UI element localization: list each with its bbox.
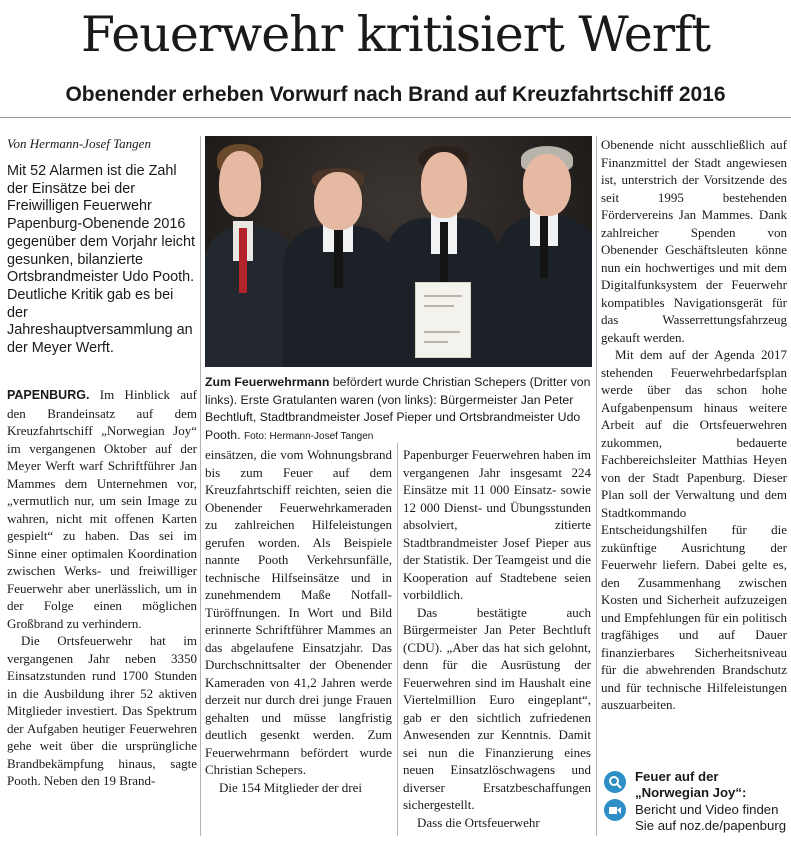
video-icon — [604, 799, 626, 821]
column-1 — [7, 386, 197, 836]
column-3 — [403, 446, 591, 836]
column-3-paragraph-1: Papenburger Feuerwehren haben im vergangenen Jahr insgesamt 224 Einsätze mit 11 000 Einsatz- sowie 12 000 Dienst- und Übungsstunden absolviert, zitierte Stadtbrandmeister Josef Pieper aus der Statistik. Der Teamgeist und die Kooperation auf Stadtebene seien vorbildlich. — [403, 447, 591, 602]
promo-title: Feuer auf der „Norwegian Joy“: — [635, 769, 747, 801]
certificate — [415, 282, 471, 358]
column-1-paragraph-1: Im Hinblick auf den Brandeinsatz auf dem Kreuzfahrtschiff „Norwegian Joy“ im vergangenen Oktober auf der Meyer Werft warf Schriftführer Jan Mammes dem Unternehmen vor, „vermutlich nur, um sein Image zu wahren, nicht mit offenen Karten gespielt“ zu haben. Das sei im Sinne einer optimalen Koordination zwischen Werks- und freiwilliger Feuerwehr aber unerlässlich, um in der Folge einen möglichen Großbrand zu verhindern. — [7, 387, 197, 631]
column-2-paragraph-2: Die 154 Mitglieder der drei — [219, 779, 362, 795]
lead-paragraph: Mit 52 Alarmen ist die Zahl der Einsätze bei der Freiwilligen Feuerwehr Papenburg-Obenende 2016 gegenüber dem Vorjahr leicht gesunken, bilanzierte Ortsbrandmeister Udo Pooth. Deutliche Kritik gab es bei der Jahreshauptversammlung an der Meyer Werft. — [7, 163, 195, 357]
promo-body: Bericht und Video finden Sie auf noz.de/papenburg — [635, 801, 787, 834]
column-3-paragraph-2: Das bestätigte auch Bürgermeister Jan Peter Bechtluft (CDU). „Aber das hat sich gelohnt, denn für die Ausrüstung der Feuerwehren sind im Haushalt eine Viertelmillion Euro eingeplant“, gab er den sichtlich zufriedenen Anwesenden zur Kenntnis. Damit sei nun die Finanzierung eines neuen Einsatzlöschwagens und diverser Ersatzbeschaffungen sichergestellt. — [403, 604, 591, 812]
article-photo — [205, 136, 592, 367]
column-4-paragraph-2: Mit dem auf der Agenda 2017 stehenden Feuerwehrbedarfsplan werde über das schon hohe Aufgabenpensum hinaus weitere Arbeit auf die Ortsfeuerwehren zukommen, bedauerte Fachbereichsleiter Matthias Heyen von der Stadt Papenburg. Dieser Plan soll der Verwaltung und dem Stadtkommando Entscheidungshilfen für die zukünftige Ausrichtung der Feuerwehr liefern. Dabei gelte es, den Zusammenhang zwischen Kosten und Sicherheit aufzuzeigen und Empfehlungen für ein politisch tragfähiges und auf Dauer finanzierbares Sicherheitsniveau für die abwehrenden Brandschutz und für technische Hilfeleistungen auszuarbeiten. — [601, 347, 787, 712]
subheadline: Obenender erheben Vorwurf nach Brand auf Kreuzfahrtschiff 2016 — [65, 83, 726, 106]
header-divider — [0, 117, 791, 118]
column-3-paragraph-3: Dass die Ortsfeuerwehr — [417, 814, 540, 830]
online-promo[interactable] — [602, 769, 787, 834]
caption-text: befördert wurde Christian Schepers (Dritter von links). Erste Gratulanten waren (von links): Bürgermeister Jan Peter Bechtluft, Stadtbrandmeister Josef Pieper und Ortsbrandmeister Udo Pooth. — [205, 375, 591, 442]
column-2-paragraph-1: einsätzen, die vom Wohnungsbrand bis zum Feuer auf dem Kreuzfahrtschiff reichten, seien die Obenender Feuerwehrkameraden zu zahlreichen Hilfeleistungen gerufen worden. Als Beispiele nannte Pooth Verkehrsunfälle, technische Hilfseinsätze und in zunehmendem Maße Notfall-Türöffnungen. In Wort und Bild erinnerte Schriftführer Mammes an das abgelaufene Einsatzjahr. Das Durchschnittsalter der Obenender Kameraden von 41,2 Jahren werde derzeit nur durch drei junge Frauen gehalten und müsse langfristig deutlich gesenkt werden. Zum Feuerwehrmann befördert wurde Christian Schepers. — [205, 447, 392, 777]
byline: Von Hermann-Josef Tangen — [7, 136, 151, 151]
search-icon — [604, 771, 626, 793]
photo-credit: Foto: Hermann-Josef Tangen — [243, 430, 374, 442]
column-2 — [205, 446, 392, 836]
photo-caption — [205, 374, 593, 445]
column-4 — [601, 136, 787, 764]
headline: Feuerwehr kritisiert Werft — [80, 6, 711, 63]
caption-lead: Zum Feuerwehrmann — [205, 375, 330, 389]
column-4-paragraph-1: Obenende nicht ausschließlich auf Finanzmittel der Stadt angewiesen ist, unterstrich der Vorsitzende des seit 1995 bestehenden Fördervereins Jan Mammes. Dank zahlreicher Spenden von Obenender Geschäftsleuten könne nun ein hochwertiges und mit dem Digitalfunksystem der Feuerwehr kompatibles Navigationsgerät für das Wasserrettungsfahrzeug gekauft werden. — [601, 137, 787, 345]
column-1-paragraph-2: Die Ortsfeuerwehr hat im vergangenen Jahr neben 3350 Einsatzstunden rund 1700 Stunden in die Ausbildung ihrer 52 aktiven Mitglieder investiert. Das Spektrum der Aufgaben heutiger Feuerwehren gehe weit über die ursprüngliche Brandbekämpfung hinaus, sagte Pooth. Neben den 19 Brand- — [7, 633, 197, 788]
column-divider — [200, 136, 201, 836]
promo-text — [635, 769, 790, 835]
dateline: PAPENBURG. — [7, 388, 90, 402]
column-divider — [397, 443, 398, 836]
column-divider — [596, 136, 597, 836]
